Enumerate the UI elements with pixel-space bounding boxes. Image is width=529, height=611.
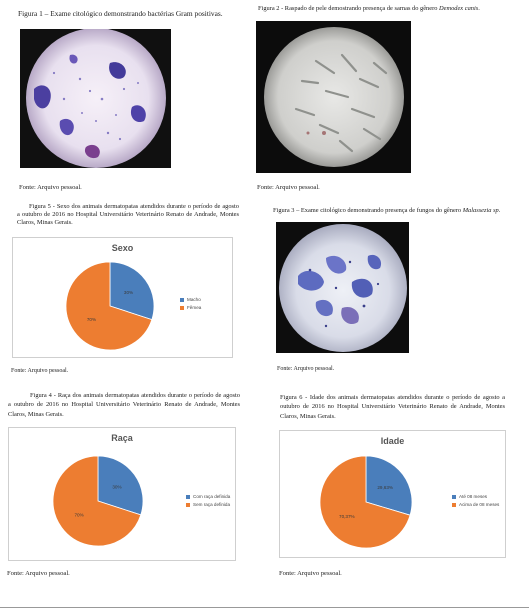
legend-entry — [452, 494, 499, 499]
fig2-source: Fonte: Arquivo pessoal. — [257, 184, 320, 191]
fig3-caption-text: Figura 3 – Exame citológico demonstrando presença de fungos do gênero — [273, 207, 463, 214]
pie-data-label-0: 30% — [112, 484, 122, 490]
legend-label: Acima de 08 meses — [459, 502, 500, 507]
legend-label: Macho — [187, 297, 201, 302]
fig3-caption-end: . — [498, 207, 501, 214]
legend-swatch — [452, 503, 456, 507]
legend-label: Fêmea — [187, 305, 202, 310]
fig3-caption-genus: Malassezia sp — [462, 207, 499, 214]
legend-label: Sem raça definida — [193, 502, 231, 507]
legend-swatch — [186, 503, 190, 507]
gram-stain-micrograph — [20, 29, 171, 168]
legend-swatch — [180, 306, 184, 310]
pie-data-label-1: 70,37% — [339, 513, 355, 519]
raca-legend — [186, 494, 230, 510]
legend-entry — [452, 502, 499, 507]
fig2-caption-genus: Demodex canis — [439, 5, 479, 12]
fig2-caption-text: Figura 2 - Raspado de pele demostrando presença de sarnas do gênero — [258, 5, 440, 12]
raca-chart — [8, 427, 236, 561]
legend-swatch — [186, 495, 190, 499]
malassezia-micrograph — [276, 222, 409, 353]
legend-entry — [180, 305, 201, 310]
demodex-micrograph — [256, 21, 411, 173]
pie-data-label-1: 70% — [86, 316, 97, 322]
fig3-source: Fonte: Arquivo pessoal. — [277, 366, 335, 372]
fig4-caption: Figura 4 - Raça dos animais dermatopatas atendidos durante o período de agosto a outubro de 2016 no Hospital Universitário Veterinário Renato de Andrade, Montes Claros, Minas Gerais. — [8, 392, 240, 418]
legend-entry — [180, 297, 201, 302]
fig6-caption: Figura 6 - Idade dos animais dermatopatas atendidos durante o período de agosto a outubro de 2016 no Hospital Universitário Veterinário Renato de Andrade, Montes Claros, Minas Gerais. — [280, 394, 505, 420]
pie-data-label-1: 70% — [74, 512, 84, 518]
pie-data-label-0: 29,63% — [377, 485, 393, 491]
fig1-caption: Figura 1 – Exame citológico demonstrando bactérias Gram positivas. — [18, 9, 223, 18]
idade-chart-title: Idade — [380, 436, 405, 446]
fig2-caption-end: . — [478, 5, 480, 12]
legend-entry — [186, 502, 230, 507]
fig5-caption: Figura 5 - Sexo dos animais dermatopatas atendidos durante o período de agosto a outubro de 2016 no Hospital Universitário Veterinário Renato de Andrade, Montes Claros, Minas Gerais. — [17, 203, 239, 226]
sexo-chart-title: Sexo — [111, 243, 134, 253]
sexo-legend — [180, 297, 201, 313]
legend-swatch — [180, 298, 184, 302]
fig1-source: Fonte: Arquivo pessoal. — [19, 184, 82, 191]
page-bottom-rule — [0, 607, 529, 608]
fig4-source: Fonte: Arquivo pessoal. — [7, 570, 70, 577]
legend-swatch — [452, 495, 456, 499]
legend-label: Até 08 meses — [459, 494, 488, 499]
raca-chart-title: Raça — [111, 433, 133, 443]
fig6-source: Fonte: Arquivo pessoal. — [279, 570, 342, 577]
pie-data-label-0: 30% — [123, 290, 134, 296]
idade-legend — [452, 494, 499, 510]
fig5-source: Fonte: Arquivo pessoal. — [11, 368, 69, 374]
fig3-caption — [273, 207, 528, 215]
sexo-chart — [12, 237, 233, 358]
legend-entry — [186, 494, 230, 499]
idade-chart — [279, 430, 506, 558]
legend-label: Com raça definida — [193, 494, 231, 499]
fig2-caption — [258, 5, 523, 13]
